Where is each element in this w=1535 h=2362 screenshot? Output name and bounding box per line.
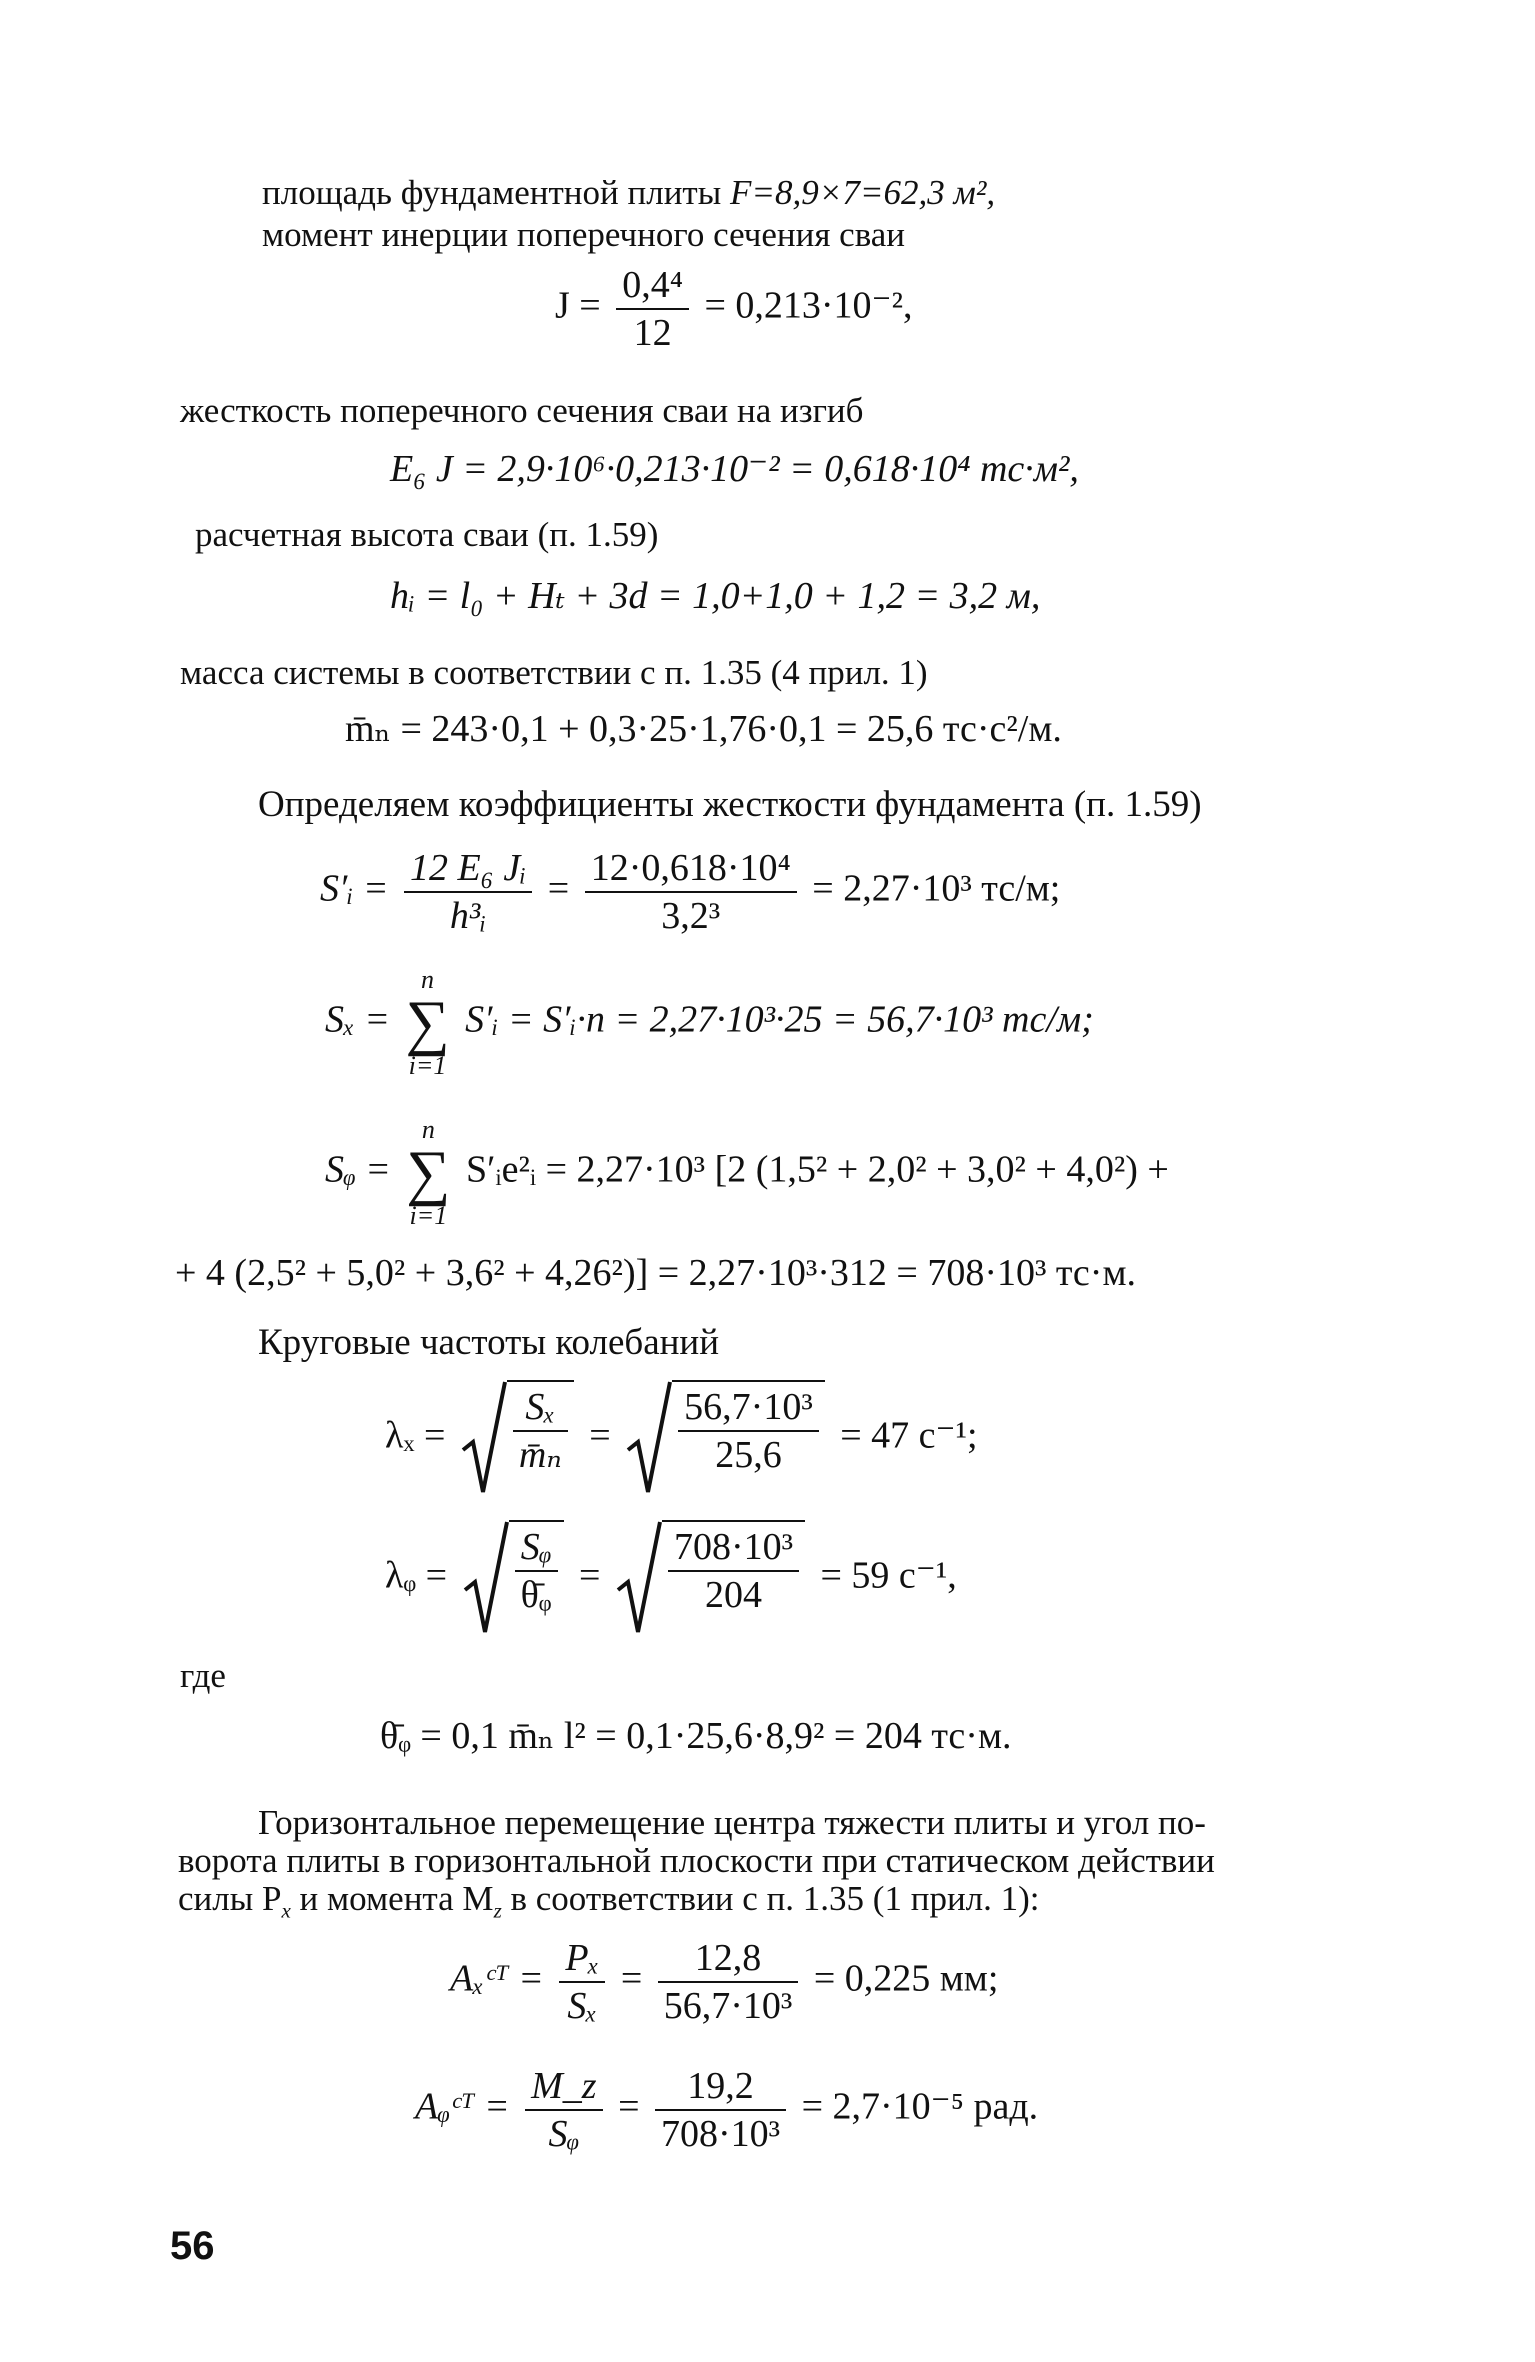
eq-ax-num2: 12,8: [658, 1935, 799, 1983]
paragraph-line-3-b: и момента M: [290, 1879, 494, 1918]
eq-sx-rhs: S′ᵢ = S′ᵢ·n = 2,27·10³·25 = 56,7·10³ тс/м;: [465, 998, 1094, 1041]
eq-s1-eq: =: [547, 867, 570, 910]
eq-lx-num1: Sₓ: [513, 1384, 568, 1432]
eq-ap-rhs: = 2,7·10⁻⁵ рад.: [801, 2085, 1039, 2128]
eq-sphi-lhs: Sᵩ =: [325, 1148, 391, 1191]
eq-lx-lhs: λₓ =: [385, 1414, 446, 1457]
eq-ap-num2: 19,2: [655, 2063, 786, 2111]
equation-mass: m̄ₙ = 243·0,1 + 0,3·25·1,76·0,1 = 25,6 тс·с²/м.: [345, 708, 1062, 750]
text-line-where: где: [180, 1656, 226, 1695]
eq-s1-rhs: = 2,27·10³ тс/м;: [812, 867, 1061, 910]
eq-ax-den2: 56,7·10³: [663, 1985, 793, 2027]
text-line-inertia: момент инерции поперечного сечения сваи: [262, 215, 906, 254]
eq-ap-frac1: [525, 2063, 602, 2157]
eq-s1-num1: 12 E₆ Jᵢ: [404, 845, 532, 893]
eq-lp-rhs: = 59 с⁻¹,: [820, 1554, 957, 1597]
eq-lp-eq: =: [579, 1554, 601, 1597]
eq-ap-eq: =: [618, 2085, 640, 2128]
eq-lx-eq: =: [589, 1414, 611, 1457]
radical-sign-icon: [626, 1380, 672, 1498]
eq-lx-rhs: = 47 с⁻¹;: [840, 1414, 978, 1457]
eq-j-rhs: = 0,213·10⁻²,: [704, 284, 913, 327]
eq-sphi-rhs: S′ᵢe²ᵢ = 2,27·10³ [2 (1,5² + 2,0² + 3,0² + 4,0²) +: [465, 1148, 1169, 1191]
radical-sign-icon: [463, 1520, 509, 1638]
eq-ap-num1: M_z: [525, 2063, 602, 2111]
eq-s1-frac1: [404, 845, 532, 939]
page-number: 56: [170, 2224, 215, 2268]
equation-sx: [325, 965, 1094, 1081]
equation-aphi-static: [415, 2063, 1038, 2157]
eq-j-num: 0,4⁴: [616, 262, 689, 310]
sqrt-lp-2: [616, 1520, 805, 1638]
sqrt-lx-2: [626, 1380, 825, 1498]
eq-ax-eq: =: [620, 1957, 643, 2000]
paragraph-line-3: силы $P_x$ и момента $M_z$ в соответствии с п. 1.35 (1 прил. 1):: [178, 1879, 1040, 1923]
paragraph-line-3-c: в соответствии с п. 1.35 (1 прил. 1):: [501, 1879, 1040, 1918]
plate-area-expr: F=8,9×7=62,3 м²,: [730, 173, 996, 212]
sigma-icon: ∑: [405, 989, 450, 1057]
eq-ap-frac2: [655, 2063, 786, 2157]
eq-j-den: 12: [633, 312, 672, 354]
eq-ax-lhs: Aₓᶜᵀ =: [450, 1957, 544, 2000]
equation-inertia: [555, 262, 913, 356]
paragraph-line-1: Горизонтальное перемещение центра тяжести плиты и угол по-: [258, 1803, 1206, 1842]
sqrt-lp-1: [463, 1520, 564, 1638]
eq-lx-den1: m̄ₙ: [518, 1434, 562, 1476]
eq-s1-den2: 3,2³: [661, 895, 721, 937]
eq-s1-frac2: [585, 845, 797, 939]
eq-sx-lhs: Sₓ =: [325, 998, 390, 1041]
paragraph-line-2: ворота плиты в горизонтальной плоскости при статическом действии: [178, 1841, 1215, 1880]
sum-sx-top: n: [421, 965, 435, 994]
eq-ap-den1: Sᵩ: [548, 2113, 580, 2155]
text-line-mass: масса системы в соответствии с п. 1.35 (4 прил. 1): [180, 653, 928, 692]
sum-sphi-bottom: i=1: [409, 1201, 448, 1230]
radical-sign-icon: [616, 1520, 662, 1638]
sum-symbol-sx: [405, 965, 449, 1081]
equation-stiffness: E₆ J = 2,9·10⁶·0,213·10⁻² = 0,618·10⁴ тс·м²,: [390, 448, 1079, 490]
text-line-frequencies: Круговые частоты колебаний: [258, 1322, 720, 1363]
equation-lambda-x: [385, 1380, 978, 1498]
text-line-height: расчетная высота сваи (п. 1.59): [195, 515, 659, 554]
text-line-coefficients: Определяем коэффициенты жесткости фундамента (п. 1.59): [258, 784, 1202, 825]
eq-ap-den2: 708·10³: [661, 2113, 781, 2155]
equation-sphi: [325, 1115, 1169, 1231]
sum-symbol-sphi: [406, 1115, 450, 1231]
eq-j-fraction: [616, 262, 689, 356]
sqrt-lx-1: [461, 1380, 574, 1498]
plate-area-label: площадь фундаментной плиты: [262, 173, 722, 212]
radical-sign-icon: [461, 1380, 507, 1498]
eq-ax-rhs: = 0,225 мм;: [813, 1957, 999, 2000]
eq-s1-num2: 12·0,618·10⁴: [585, 845, 797, 893]
eq-lp-lhs: λᵩ =: [385, 1554, 448, 1597]
paragraph-line-3-a: силы P: [178, 1879, 282, 1918]
sigma-icon: ∑: [406, 1139, 451, 1207]
text-line-stiffness: жесткость поперечного сечения сваи на изгиб: [180, 391, 864, 430]
eq-lp-num1: Sᵩ: [515, 1524, 558, 1572]
eq-ax-frac2: [658, 1935, 799, 2029]
eq-lx-den2: 25,6: [715, 1434, 782, 1476]
eq-ax-den1: Sₓ: [567, 1985, 598, 2027]
eq-lp-num2: 708·10³: [668, 1524, 799, 1572]
equation-height: hᵢ = l₀ + Hₜ + 3d = 1,0+1,0 + 1,2 = 3,2 м,: [390, 575, 1041, 617]
equation-ax-static: [450, 1935, 998, 2029]
sum-sx-bottom: i=1: [408, 1051, 447, 1080]
equation-lambda-phi: [385, 1520, 957, 1638]
eq-lp-den1: θ̄ᵩ: [520, 1574, 552, 1616]
equation-sphi-continued: + 4 (2,5² + 5,0² + 3,6² + 4,26²)] = 2,27·10³·312 = 708·10³ тс·м.: [175, 1252, 1137, 1294]
eq-ax-num1: Pₓ: [559, 1935, 605, 1983]
eq-j-lhs: J =: [555, 284, 601, 327]
eq-s1-den1: h³ᵢ: [449, 895, 487, 937]
sum-sphi-top: n: [421, 1115, 435, 1144]
eq-lp-den2: 204: [704, 1574, 762, 1616]
equation-theta: θ̄ᵩ = 0,1 m̄ₙ l² = 0,1·25,6·8,9² = 204 тс·м.: [380, 1715, 1012, 1757]
text-line-plate-area: [262, 172, 995, 214]
eq-ax-frac1: [559, 1935, 605, 2029]
eq-s1-lhs: S′ᵢ =: [320, 867, 389, 910]
eq-ap-lhs: Aᵩᶜᵀ =: [415, 2085, 510, 2128]
eq-lx-num2: 56,7·10³: [678, 1384, 819, 1432]
equation-s-prime: [320, 845, 1060, 939]
